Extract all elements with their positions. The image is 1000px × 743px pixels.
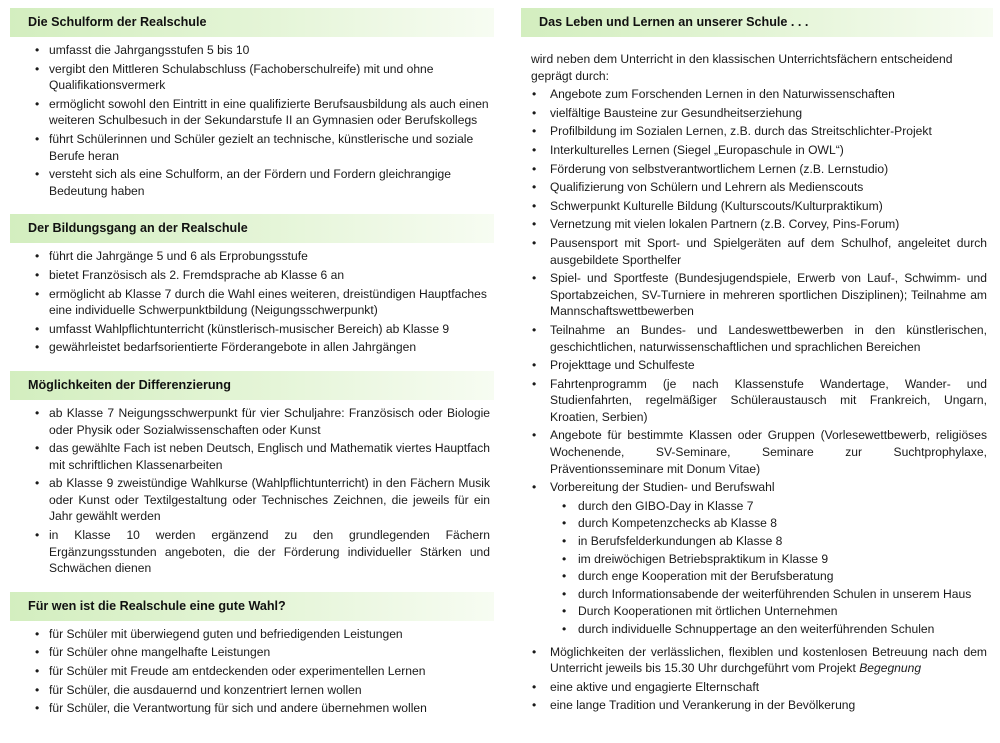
list-item: • Interkulturelles Lernen (Siegel „Europaschule in OWL“) bbox=[521, 142, 993, 159]
care-text: Möglichkeiten der verlässlichen, flexiblen und kostenlosen Betreuung nach dem Unterricht jeweils bis 15.30 Uhr durchgeführt vom Projekt bbox=[550, 644, 987, 676]
section-title-bildungsgang: Der Bildungsgang an der Realschule bbox=[10, 214, 494, 243]
intro-text: wird neben dem Unterricht in den klassischen Unterrichtsfächern entscheidend geprägt durch: bbox=[531, 52, 953, 83]
career-sublist bbox=[550, 498, 987, 638]
list-item: • Vernetzung mit vielen lokalen Partnern (z.B. Corvey, Pins-Forum) bbox=[521, 216, 993, 233]
list-item: • Projekttage und Schulfeste bbox=[521, 357, 993, 374]
list-item: • Teilnahme an Bundes- und Landeswettbewerben in den künstlerischen, geschichtlichen, naturwissenschaftlichen und sprachlichen Bereichen bbox=[521, 322, 993, 355]
bildungsgang-list bbox=[10, 248, 494, 356]
list-item: • Angebote zum Forschenden Lernen in den Naturwissenschaften bbox=[521, 86, 993, 103]
list-item: • versteht sich als eine Schulform, an der Fördern und Fordern gleichrangige Bedeutung haben bbox=[10, 166, 494, 199]
sub-list-item: • durch enge Kooperation mit der Berufsberatung bbox=[550, 568, 987, 585]
sub-list-item: • in Berufsfelderkundungen ab Klasse 8 bbox=[550, 533, 987, 550]
section-title-differenzierung: Möglichkeiten der Differenzierung bbox=[10, 371, 494, 400]
list-item: • für Schüler, die ausdauernd und konzentriert lernen wollen bbox=[10, 682, 494, 699]
list-item: • Spiel- und Sportfeste (Bundesjugendspiele, Erwerb von Lauf-, Schwimm- und Sportabzeichen, SV-Turniere in mehreren sportlichen Disziplinen); Teilnahme am Mannschaftswettbewerben bbox=[521, 270, 993, 320]
section-title-leben-lernen: Das Leben und Lernen an unserer Schule . . . bbox=[521, 8, 993, 37]
list-item: • für Schüler mit überwiegend guten und befriedigenden Leistungen bbox=[10, 626, 494, 643]
list-item: • Förderung von selbstverantwortlichem Lernen (z.B. Lernstudio) bbox=[521, 161, 993, 178]
list-item: • Qualifizierung von Schülern und Lehrern als Medienscouts bbox=[521, 179, 993, 196]
list-item: • für Schüler mit Freude am entdeckenden oder experimentellen Lernen bbox=[10, 663, 494, 680]
list-item: • für Schüler ohne mangelhafte Leistungen bbox=[10, 644, 494, 661]
care-list-item bbox=[521, 644, 993, 677]
list-item: • ab Klasse 9 zweistündige Wahlkurse (Wahlpflichtunterricht) in den Fächern Musik oder Kunst oder Textilgestaltung oder Technisches Zeichnen, die jeweils für ein Jahr gewählt werden bbox=[10, 475, 494, 525]
schulform-list bbox=[10, 42, 494, 199]
differenzierung-list bbox=[10, 405, 494, 577]
list-item: • vielfältige Bausteine zur Gesundheitserziehung bbox=[521, 105, 993, 122]
list-item: • eine lange Tradition und Verankerung in der Bevölkerung bbox=[521, 697, 993, 714]
left-column bbox=[10, 8, 494, 719]
section-title-schulform: Die Schulform der Realschule bbox=[10, 8, 494, 37]
list-item: • umfasst die Jahrgangsstufen 5 bis 10 bbox=[10, 42, 494, 59]
sub-list-item: • durch den GIBO-Day in Klasse 7 bbox=[550, 498, 987, 515]
sub-list-item: • durch Informationsabende der weiterführenden Schulen in unserem Haus bbox=[550, 586, 987, 603]
career-list-item bbox=[521, 479, 993, 637]
list-item: • Angebote für bestimmte Klassen oder Gruppen (Vorlesewettbewerb, religiöses Wochenende, SV-Seminare, Seminare zur Suchtprophylaxe, Präventionsseminare mit Donum Vitae) bbox=[521, 427, 993, 477]
project-name: Begegnung bbox=[859, 661, 922, 676]
list-item: • bietet Französisch als 2. Fremdsprache ab Klasse 6 an bbox=[10, 267, 494, 284]
list-item: • ermöglicht ab Klasse 7 durch die Wahl eines weiteren, dreistündigen Hauptfaches eine individuelle Schwerpunktbildung (Neigungsschwerpunkt) bbox=[10, 286, 494, 319]
list-item: • das gewählte Fach ist neben Deutsch, Englisch und Mathematik viertes Hauptfach mit schriftlichen Klassenarbeiten bbox=[10, 440, 494, 473]
list-item: • umfasst Wahlpflichtunterricht (künstlerisch-musischer Bereich) ab Klasse 9 bbox=[10, 321, 494, 338]
right-column bbox=[521, 8, 993, 716]
sub-list-item: • im dreiwöchigen Betriebspraktikum in Klasse 9 bbox=[550, 551, 987, 568]
list-item: • Pausensport mit Sport- und Spielgeräten auf dem Schulhof, angeleitet durch ausgebildete Sporthelfer bbox=[521, 235, 993, 268]
list-item: • Profilbildung im Sozialen Lernen, z.B. durch das Streitschlichter-Projekt bbox=[521, 123, 993, 140]
gute-wahl-list bbox=[10, 626, 494, 717]
list-item: • Fahrtenprogramm (je nach Klassenstufe Wandertage, Wander- und Studienfahrten, regelmäßiger Schüleraustausch mit Frankreich, Ungarn, Kroatien, Serbien) bbox=[521, 376, 993, 426]
sub-list-item: • Durch Kooperationen mit örtlichen Unternehmen bbox=[550, 603, 987, 620]
sub-list-item: • durch individuelle Schnuppertage an den weiterführenden Schulen bbox=[550, 621, 987, 638]
list-item: • ermöglicht sowohl den Eintritt in eine qualifizierte Berufsausbildung als auch einen weiteren Schulbesuch in der Sekundarstufe II an Gymnasien oder Berufskollegs bbox=[10, 96, 494, 129]
list-item: • in Klasse 10 werden ergänzend zu den grundlegenden Fächern Ergänzungsstunden angeboten, die der Förderung individueller Stärken und Schwächen dienen bbox=[10, 527, 494, 577]
sub-list-item: • durch Kompetenzchecks ab Klasse 8 bbox=[550, 515, 987, 532]
list-item: • eine aktive und engagierte Elternschaft bbox=[521, 679, 993, 696]
list-item: • führt die Jahrgänge 5 und 6 als Erprobungsstufe bbox=[10, 248, 494, 265]
list-item: • Schwerpunkt Kulturelle Bildung (Kulturscouts/Kulturpraktikum) bbox=[521, 198, 993, 215]
career-label: Vorbereitung der Studien- und Berufswahl bbox=[550, 480, 775, 495]
list-item: • vergibt den Mittleren Schulabschluss (Fachoberschulreife) mit und ohne Qualifikationsvermerk bbox=[10, 61, 494, 94]
section-title-gute-wahl: Für wen ist die Realschule eine gute Wahl? bbox=[10, 592, 494, 621]
list-item: • ab Klasse 7 Neigungsschwerpunkt für vier Schuljahre: Französisch oder Biologie oder Physik oder Sozialwissenschaften oder Kunst bbox=[10, 405, 494, 438]
list-item: • führt Schülerinnen und Schüler gezielt an technische, künstlerische und soziale Berufe heran bbox=[10, 131, 494, 164]
list-item: • für Schüler, die Verantwortung für sich und andere übernehmen wollen bbox=[10, 700, 494, 717]
list-item: • gewährleistet bedarfsorientierte Förderangebote in allen Jahrgängen bbox=[10, 339, 494, 356]
school-life-list bbox=[521, 86, 993, 714]
